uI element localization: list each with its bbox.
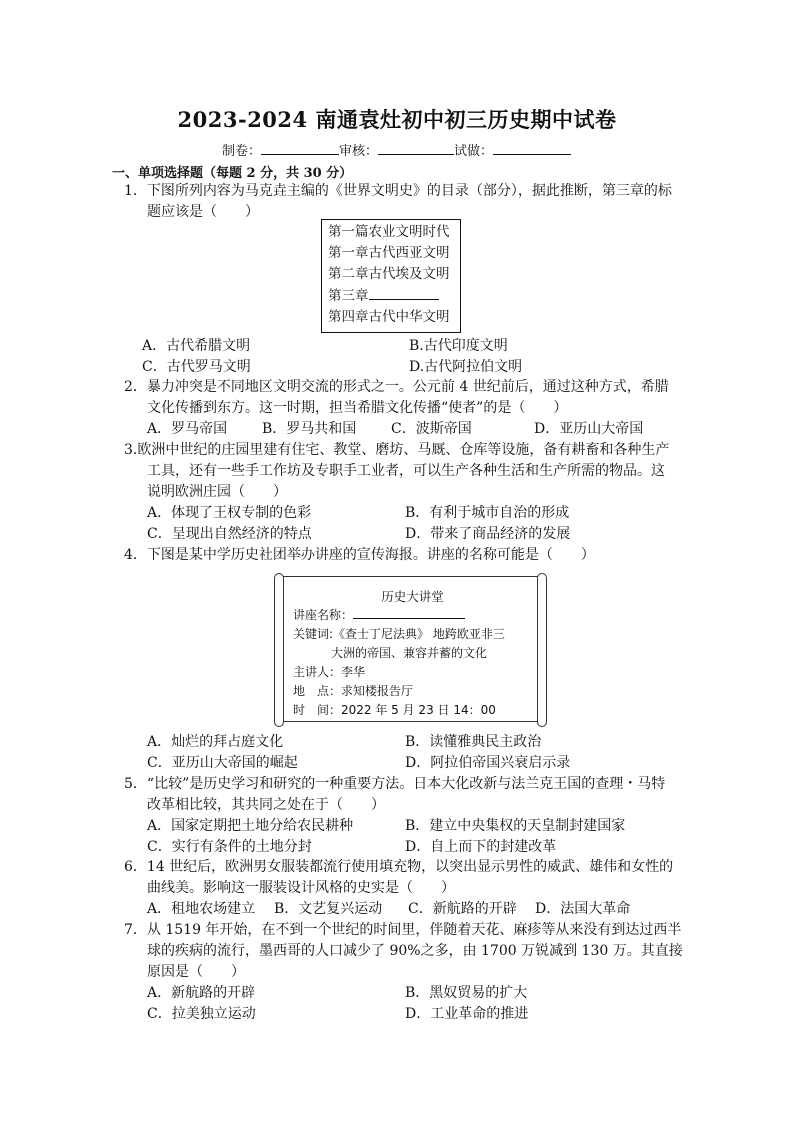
q1-option-a: A．古代希腊文明 [142, 338, 251, 354]
poster-place: 地 点：求知楼报告厅 [293, 684, 414, 698]
toc-line-blank [328, 285, 454, 307]
q5-option-c: C．实行有条件的土地分封 [147, 839, 312, 855]
q2-option-d: D．亚历山大帝国 [534, 421, 644, 437]
toc-line: 第一篇农业文明时代 [328, 224, 450, 240]
q4-option-d: D．阿拉伯帝国兴衰启示录 [405, 755, 571, 771]
q7-option-a: A．新航路的开辟 [147, 985, 256, 1001]
q3-option-a: A．体现了王权专制的色彩 [147, 505, 312, 521]
poster-name-label: 讲座名称： [293, 608, 354, 622]
toc-line: 第一章古代西亚文明 [328, 245, 450, 261]
meta-zhijuan-blank [261, 142, 339, 155]
page-title: 2023-2024 南通袁灶初中初三历史期中试卷 [177, 107, 617, 132]
q3-option-b: B．有利于城市自治的形成 [405, 505, 570, 521]
poster-keywords-line2: 大洲的帝国、兼容并蓄的文化 [331, 646, 488, 660]
q6-option-b: B．文艺复兴运动 [274, 901, 383, 917]
q6-stem-line2: 曲线美。影响这一服装设计风格的史实是（ ） [147, 880, 455, 896]
q7-stem-line2: 球的疾病的流行，墨西哥的人口减少了 90%之多，由 1700 万锐减到 130 万。其直接 [147, 943, 683, 959]
scroll-right-edge [537, 573, 547, 727]
meta-shenhe-blank [378, 142, 454, 155]
q2-option-c: C．波斯帝国 [391, 421, 472, 437]
poster-keywords-line1: 关键词:《查士丁尼法典》 地跨欧亚非三 [293, 627, 505, 641]
q3-option-c: C．呈现出自然经济的特点 [147, 526, 312, 542]
q6-option-d: D．法国大革命 [535, 901, 631, 917]
q2-stem-line2: 文化传播到东方。这一时期，担当希腊文化传播“使者”的是（ ） [147, 400, 568, 416]
meta-shizuo-label: 试做： [454, 144, 494, 159]
q1-option-b: B.古代印度文明 [409, 338, 508, 354]
q1-option-d: D.古代阿拉伯文明 [409, 359, 523, 375]
poster-speaker: 主讲人：李华 [293, 665, 366, 679]
section-heading: 一、单项选择题（每题 2 分，共 30 分） [112, 166, 353, 181]
q1-table-of-contents [321, 219, 461, 333]
q5-option-b: B．建立中央集权的天皇制封建国家 [405, 818, 626, 834]
q4-option-b: B．读懂雅典民主政治 [405, 734, 542, 750]
meta-shenhe-label: 审核： [339, 144, 379, 159]
q7-option-c: C．拉美独立运动 [147, 1006, 256, 1022]
q5-stem-line2: 改革相比较，其共同之处在于（ ） [147, 797, 385, 813]
poster-name-blank [353, 606, 465, 619]
q4-stem-line1: 4．下图是某中学历史社团举办讲座的宣传海报。讲座的名称可能是（ ） [124, 547, 595, 563]
toc-chapter3-blank [369, 285, 439, 300]
q6-stem-line1: 6．14 世纪后，欧洲男女服装都流行使用填充物，以突出显示男性的威武、雄伟和女性的 [124, 859, 674, 875]
q1-stem-line2: 题应该是（ ） [147, 204, 259, 220]
q1-stem-line1: 1．下图所列内容为马克垚主编的《世界文明史》的目录（部分），据此推断，第三章的标 [124, 183, 672, 199]
meta-zhijuan-label: 制卷： [222, 144, 262, 159]
meta-shizuo-blank [493, 142, 571, 155]
q1-option-c: C．古代罗马文明 [142, 359, 251, 375]
toc-chapter3-label: 第三章 [328, 288, 369, 304]
q7-option-b: B．黑奴贸易的扩大 [405, 985, 528, 1001]
exam-meta [222, 140, 571, 159]
q7-stem-line1: 7．从 1519 年开始，在不到一个世纪的时间里，伴随着天花、麻疹等从来没有到达过西半 [124, 922, 682, 938]
q5-option-d: D．自上而下的封建改革 [405, 839, 557, 855]
q7-stem-line3: 原因是（ ） [147, 964, 245, 980]
poster-lecture-name [293, 606, 532, 625]
q3-stem-line3: 说明欧洲庄园（ ） [147, 484, 287, 500]
lecture-poster [278, 576, 543, 722]
q3-option-d: D．带来了商品经济的发展 [405, 526, 571, 542]
q2-option-a: A．罗马帝国 [147, 421, 228, 437]
q2-stem-line1: 2．暴力冲突是不同地区文明交流的形式之一。公元前 4 世纪前后，通过这种方式，希腊 [124, 379, 669, 395]
scroll-left-edge [274, 573, 284, 727]
q3-stem-line1: 3.欧洲中世纪的庄园里建有住宅、教堂、磨坊、马厩、仓库等设施，备有耕畜和各种生产 [124, 442, 670, 458]
q6-option-c: C．新航路的开辟 [408, 901, 517, 917]
poster-title: 历史大讲堂 [381, 589, 444, 604]
toc-line: 第四章古代中华文明 [328, 309, 450, 325]
poster-time: 时 间：2022 年 5 月 23 日 14：00 [293, 703, 496, 717]
q5-stem-line1: 5．“比较”是历史学习和研究的一种重要方法。日本大化改新与法兰克王国的查理・马特 [124, 776, 666, 792]
q4-option-a: A．灿烂的拜占庭文化 [147, 734, 284, 750]
q5-option-a: A．国家定期把土地分给农民耕种 [147, 818, 354, 834]
q3-stem-line2: 工具，还有一些手工作坊及专职手工业者，可以生产各种生活和生产所需的物品。这 [147, 463, 665, 479]
q2-option-b: B．罗马共和国 [262, 421, 357, 437]
q4-option-c: C．亚历山大帝国的崛起 [147, 755, 298, 771]
q7-option-d: D．工业革命的推进 [405, 1006, 529, 1022]
toc-line: 第二章古代埃及文明 [328, 266, 450, 282]
q6-option-a: A．租地农场建立 [147, 901, 256, 917]
